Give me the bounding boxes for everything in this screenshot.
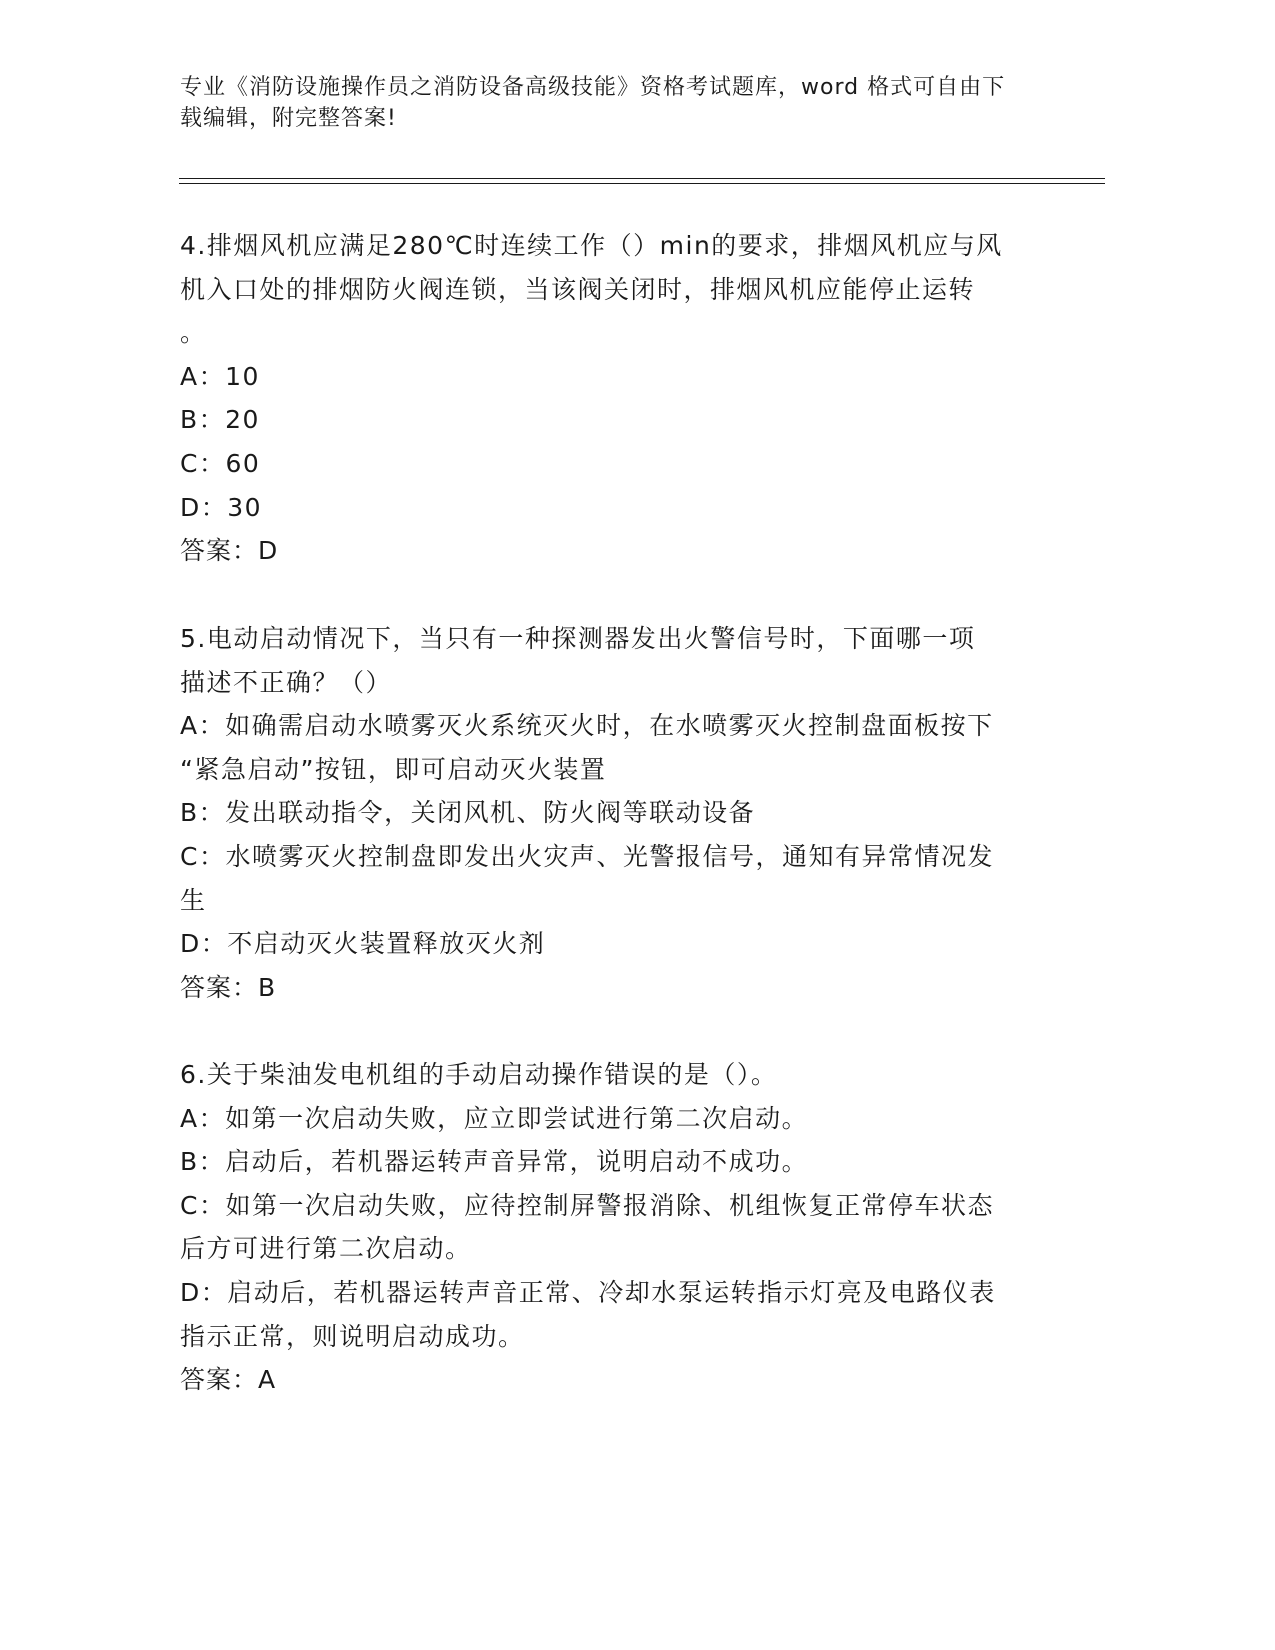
question-stem-line: 5.电动启动情况下，当只有一种探测器发出火警信号时，下面哪一项 [180, 624, 976, 653]
option-a: A：如第一次启动失败，应立即尝试进行第二次启动。 [180, 1103, 809, 1133]
option-b: B：20 [180, 405, 260, 435]
option-d-continued: 指示正常，则说明启动成功。 [180, 1321, 525, 1351]
option-c-continued: 生 [180, 885, 207, 915]
header-line-1: 专业《消防设施操作员之消防设备高级技能》资格考试题库，word 格式可自由下 [180, 75, 1006, 100]
option-a-continued: “紧急启动”按钮，即可启动灭火装置 [180, 754, 607, 784]
question-stem-line: 。 [180, 318, 207, 348]
question-6 [180, 1053, 1060, 1402]
answer-line: 答案：A [180, 1365, 277, 1395]
option-b: B：启动后，若机器运转声音异常，说明启动不成功。 [180, 1147, 809, 1177]
question-4 [180, 224, 1060, 573]
option-d: D：不启动灭火装置释放灭火剂 [180, 929, 546, 959]
question-5 [180, 617, 1060, 1009]
document-header [180, 72, 1060, 134]
question-stem-line: 描述不正确？（） [180, 667, 393, 697]
answer-line: 答案：B [180, 972, 277, 1002]
question-stem-line: 6.关于柴油发电机组的手动启动操作错误的是（）。 [180, 1060, 778, 1089]
option-a: A：10 [180, 361, 260, 391]
question-stem-line: 4.排烟风机应满足280℃时连续工作（）min的要求，排烟风机应与风 [180, 231, 1003, 260]
option-d: D：启动后，若机器运转声音正常、冷却水泵运转指示灯亮及电路仪表 [180, 1277, 996, 1307]
option-c: C：如第一次启动失败，应待控制屏警报消除、机组恢复正常停车状态 [180, 1190, 994, 1220]
option-c-continued: 后方可进行第二次启动。 [180, 1234, 472, 1264]
header-line-2: 载编辑，附完整答案! [180, 106, 397, 131]
answer-line: 答案：D [180, 536, 279, 566]
option-b: B：发出联动指令，关闭风机、防火阀等联动设备 [180, 798, 756, 828]
option-c: C：水喷雾灭火控制盘即发出火灾声、光警报信号，通知有异常情况发 [180, 841, 994, 871]
option-d: D：30 [180, 492, 263, 522]
header-divider [179, 178, 1105, 184]
question-stem-line: 机入口处的排烟防火阀连锁，当该阀关闭时，排烟风机应能停止运转 [180, 274, 976, 304]
option-c: C：60 [180, 448, 261, 478]
option-a: A：如确需启动水喷雾灭火系统灭火时，在水喷雾灭火控制盘面板按下 [180, 711, 994, 741]
